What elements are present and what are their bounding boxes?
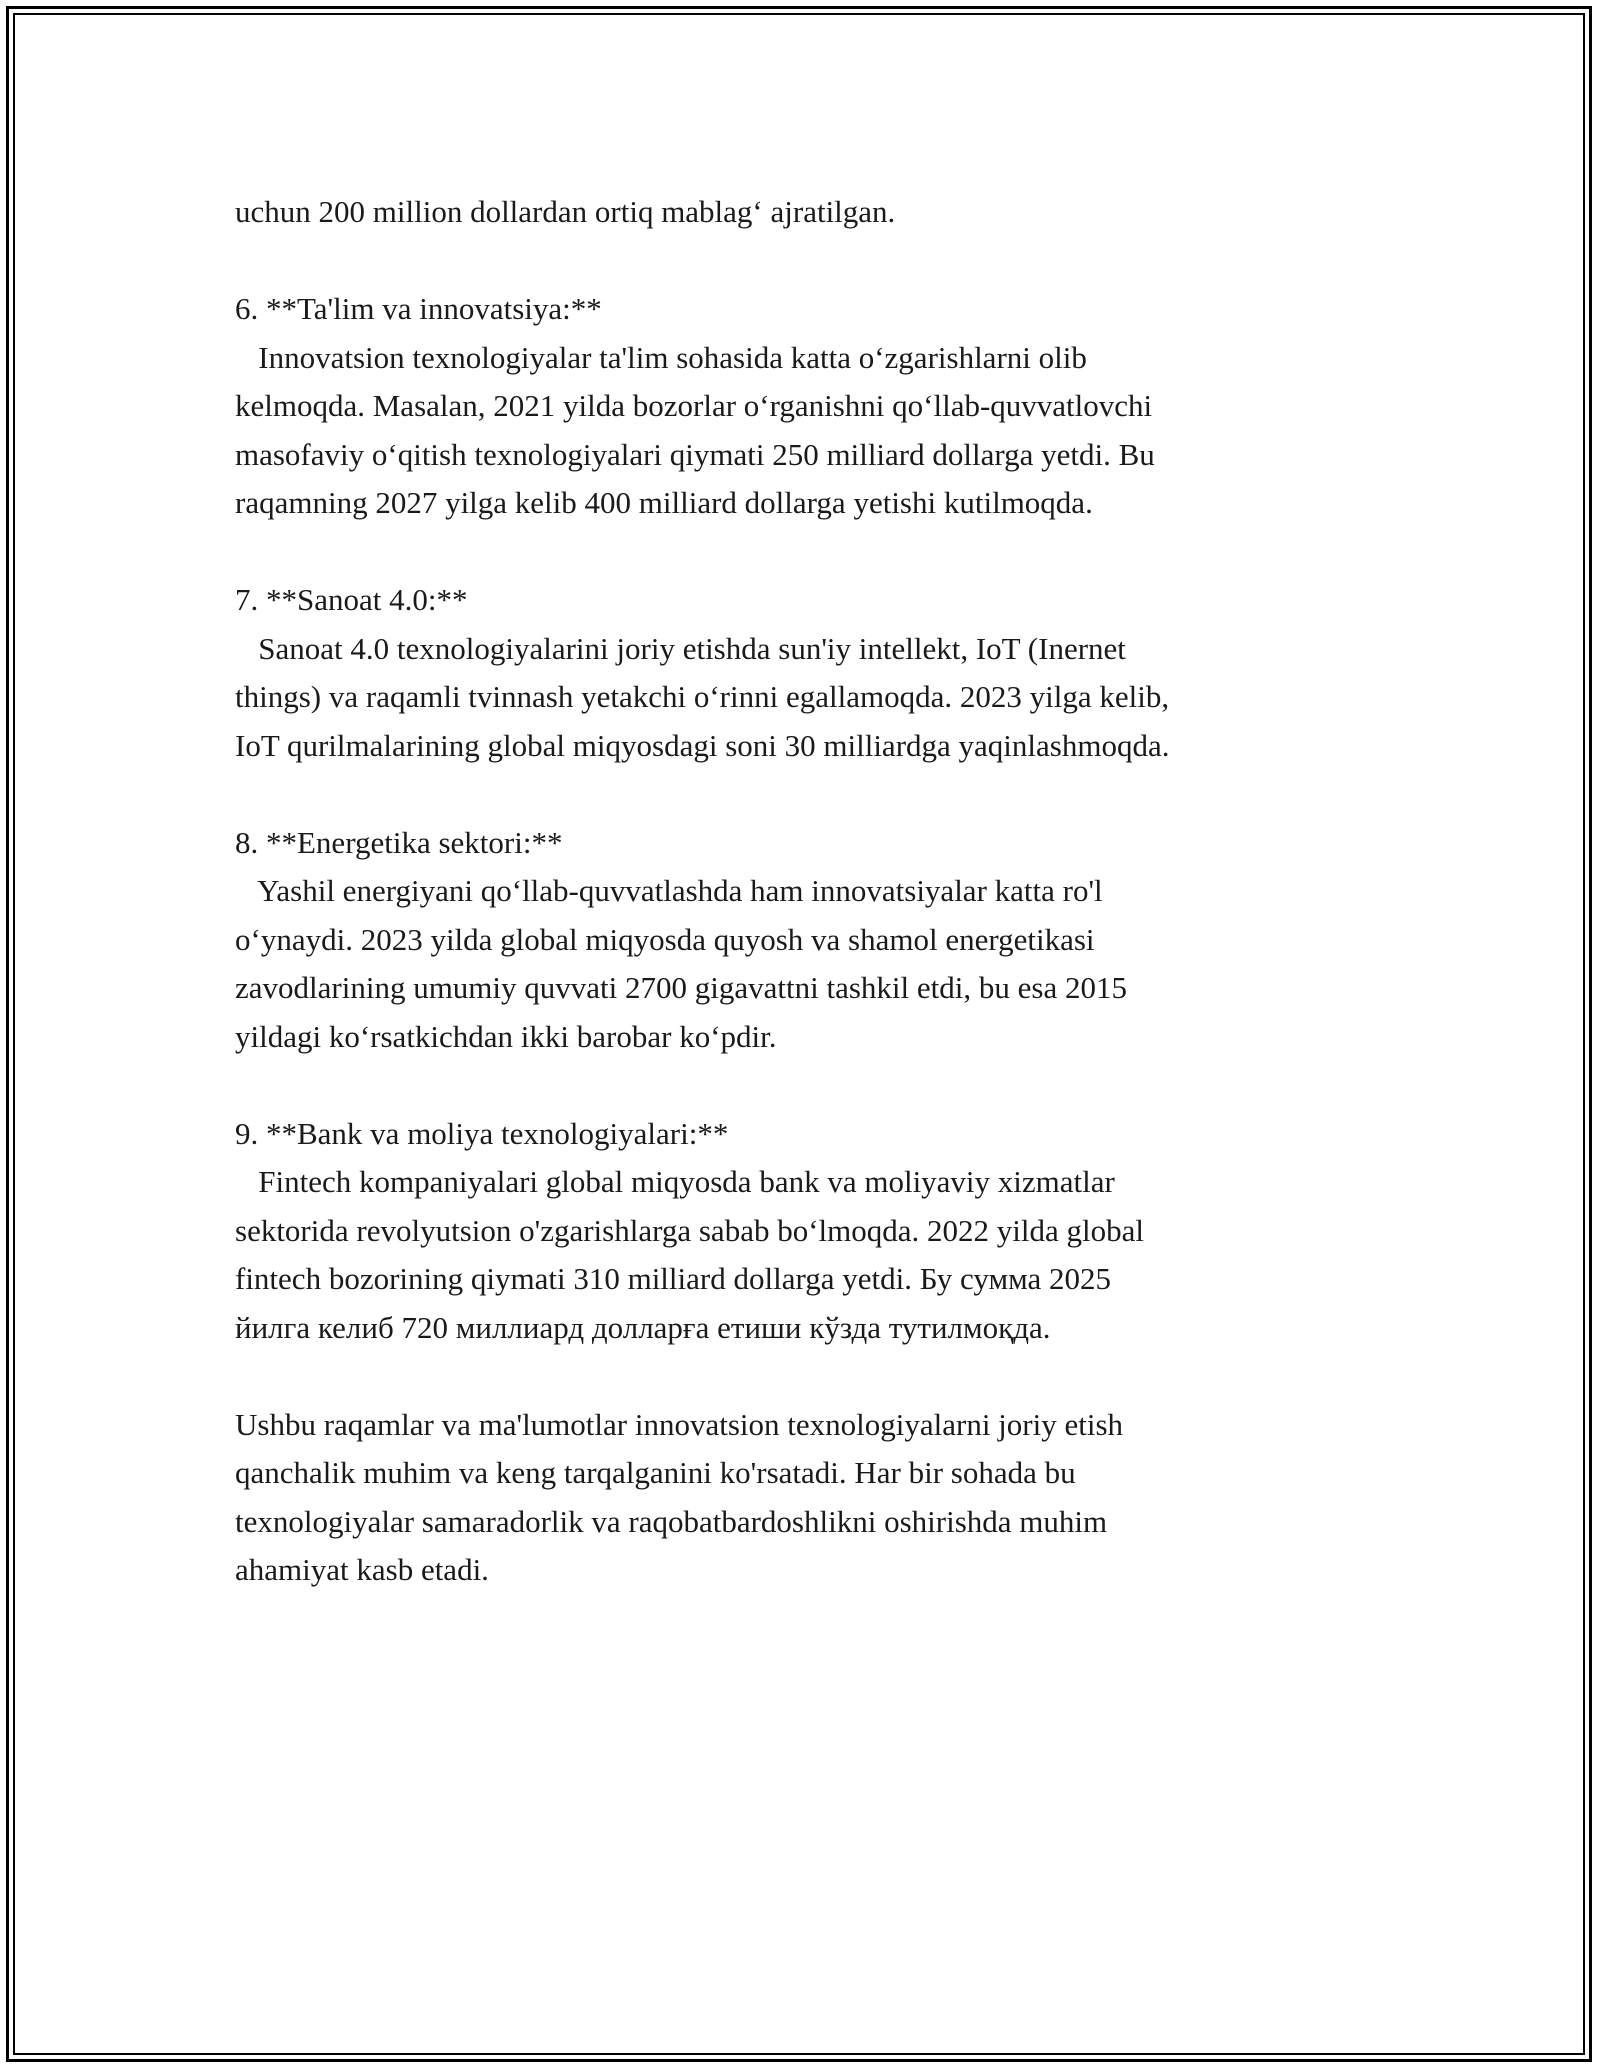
section-energy bbox=[235, 819, 1370, 1062]
paragraph-line: yildagi ko‘rsatkichdan ikki barobar ko‘pdir. bbox=[235, 1018, 777, 1054]
spacer bbox=[235, 1352, 1370, 1401]
paragraph-line: masofaviy o‘qitish texnologiyalari qiymati 250 milliard dollarga yetdi. Bu bbox=[235, 436, 1155, 472]
paragraph-line: Ushbu raqamlar va ma'lumotlar innovatsion texnologiyalarni joriy etish bbox=[235, 1406, 1124, 1442]
section-heading: 9. **Bank va moliya texnologiyalari:** bbox=[235, 1115, 729, 1151]
paragraph-line: Sanoat 4.0 texnologiyalarini joriy etishda sun'iy intellekt, IoT (Inernet bbox=[235, 630, 1126, 666]
spacer bbox=[235, 237, 1370, 286]
paragraph-line: o‘ynaydi. 2023 yilda global miqyosda quyosh va shamol energetikasi bbox=[235, 921, 1095, 957]
paragraph-line: Fintech kompaniyalari global miqyosda bank va moliyaviy xizmatlar bbox=[235, 1164, 1115, 1199]
spacer bbox=[235, 528, 1370, 577]
paragraph-line: fintech bozorining qiymati 310 milliard dollarga yetdi. Бу сумма 2025 bbox=[235, 1261, 1111, 1296]
paragraph-line: IoT qurilmalarining global miqyosdagi soni 30 milliardga yaqinlashmoqda. bbox=[235, 727, 1170, 763]
paragraph-line: Yashil energiyani qo‘llab-quvvatlashda ham innovatsiyalar katta ro'l bbox=[235, 873, 1103, 908]
section-industry bbox=[235, 576, 1370, 770]
paragraph-line: raqamning 2027 yilga kelib 400 milliard dollarga yetishi kutilmoqda. bbox=[235, 485, 1093, 520]
paragraph-line: texnologiyalar samaradorlik va raqobatbardoshlikni oshirishda muhim bbox=[235, 1503, 1108, 1539]
section-heading: 8. **Energetika sektori:** bbox=[235, 824, 563, 860]
intro-line: uchun 200 million dollardan ortiq mablag‘ ajratilgan. bbox=[235, 194, 896, 229]
paragraph-line: Innovatsion texnologiyalar ta'lim sohasida katta o‘zgarishlarni olib bbox=[235, 339, 1087, 375]
spacer bbox=[235, 770, 1370, 819]
document-body bbox=[235, 188, 1370, 1595]
section-heading: 7. **Sanoat 4.0:** bbox=[235, 582, 468, 617]
paragraph-line: йилга келиб 720 миллиард долларға етиши кўзда тутилмоқда. bbox=[235, 1309, 1051, 1345]
paragraph-line: zavodlarining umumiy quvvati 2700 gigavattni tashkil etdi, bu esa 2015 bbox=[235, 970, 1127, 1005]
section-education bbox=[235, 285, 1370, 528]
paragraph-line: ahamiyat kasb etadi. bbox=[235, 1552, 489, 1587]
paragraph-line: things) va raqamli tvinnash yetakchi o‘rinni egallamoqda. 2023 yilga kelib, bbox=[235, 679, 1170, 714]
paragraph-line: qanchalik muhim va keng tarqalganini ko'rsatadi. Har bir sohada bu bbox=[235, 1455, 1076, 1490]
paragraph-line: kelmoqda. Masalan, 2021 yilda bozorlar o‘rganishni qo‘llab-quvvatlovchi bbox=[235, 388, 1153, 423]
paragraph-line: sektorida revolyutsion o'zgarishlarga sabab bo‘lmoqda. 2022 yilda global bbox=[235, 1212, 1144, 1248]
spacer bbox=[235, 1061, 1370, 1110]
section-heading: 6. **Ta'lim va innovatsiya:** bbox=[235, 291, 602, 326]
conclusion-paragraph bbox=[235, 1401, 1370, 1595]
section-fintech bbox=[235, 1110, 1370, 1353]
